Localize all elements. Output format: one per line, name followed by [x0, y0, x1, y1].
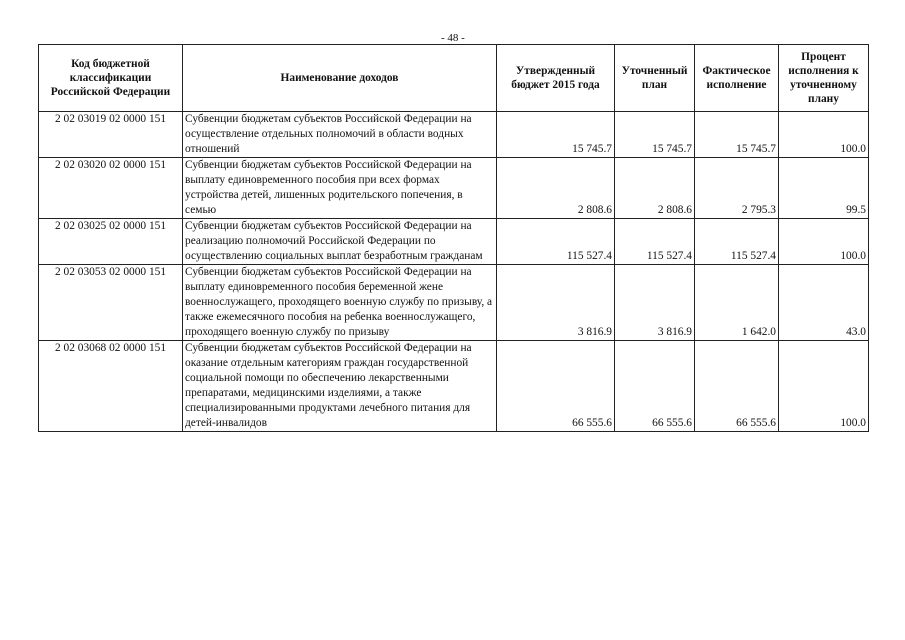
cell-approved: 2 808.6 [497, 158, 615, 219]
cell-name: Субвенции бюджетам субъектов Российской Федерации на реализацию полномочий Российской Федерации по осуществлению социальных выплат безработным гражданам [183, 219, 497, 265]
header-percent: Процент исполнения к уточненному плану [779, 45, 869, 112]
cell-code: 2 02 03068 02 0000 151 [39, 341, 183, 432]
cell-refined: 115 527.4 [615, 219, 695, 265]
cell-actual: 1 642.0 [695, 265, 779, 341]
header-approved: Утвержденный бюджет 2015 года [497, 45, 615, 112]
header-code: Код бюджетной классификации Российской Федерации [39, 45, 183, 112]
table-row [39, 219, 869, 265]
cell-actual: 66 555.6 [695, 341, 779, 432]
cell-actual: 2 795.3 [695, 158, 779, 219]
cell-approved: 66 555.6 [497, 341, 615, 432]
cell-code: 2 02 03053 02 0000 151 [39, 265, 183, 341]
cell-code: 2 02 03025 02 0000 151 [39, 219, 183, 265]
cell-code: 2 02 03020 02 0000 151 [39, 158, 183, 219]
cell-name: Субвенции бюджетам субъектов Российской Федерации на выплату единовременного пособия беременной жене военнослужащего, проходящего военную службу по призыву, а также ежемесячного пособия на ребенка военнослужащего, проходящего военную службу по призыву [183, 265, 497, 341]
cell-refined: 2 808.6 [615, 158, 695, 219]
cell-percent: 100.0 [779, 219, 869, 265]
header-actual: Фактическое исполнение [695, 45, 779, 112]
budget-revenue-table [38, 44, 869, 432]
header-name: Наименование доходов [183, 45, 497, 112]
cell-name: Субвенции бюджетам субъектов Российской Федерации на осуществление отдельных полномочий в области водных отношений [183, 112, 497, 158]
table-row [39, 265, 869, 341]
cell-refined: 66 555.6 [615, 341, 695, 432]
table-row [39, 158, 869, 219]
cell-percent: 43.0 [779, 265, 869, 341]
table-row [39, 341, 869, 432]
cell-percent: 99.5 [779, 158, 869, 219]
page-number: - 48 - [441, 32, 465, 44]
table-row [39, 112, 869, 158]
cell-actual: 115 527.4 [695, 219, 779, 265]
table-header-row [39, 45, 869, 112]
cell-name: Субвенции бюджетам субъектов Российской Федерации на оказание отдельным категориям граждан государственной социальной помощи по обеспечению лекарственными препаратами, медицинскими изделиями, а также специализированными продуктами лечебного питания для детей-инвалидов [183, 341, 497, 432]
cell-refined: 15 745.7 [615, 112, 695, 158]
cell-approved: 3 816.9 [497, 265, 615, 341]
cell-refined: 3 816.9 [615, 265, 695, 341]
cell-percent: 100.0 [779, 112, 869, 158]
cell-approved: 115 527.4 [497, 219, 615, 265]
cell-percent: 100.0 [779, 341, 869, 432]
cell-actual: 15 745.7 [695, 112, 779, 158]
cell-approved: 15 745.7 [497, 112, 615, 158]
header-refined: Уточненный план [615, 45, 695, 112]
cell-name: Субвенции бюджетам субъектов Российской Федерации на выплату единовременного пособия при всех формах устройства детей, лишенных родительского попечения, в семью [183, 158, 497, 219]
cell-code: 2 02 03019 02 0000 151 [39, 112, 183, 158]
